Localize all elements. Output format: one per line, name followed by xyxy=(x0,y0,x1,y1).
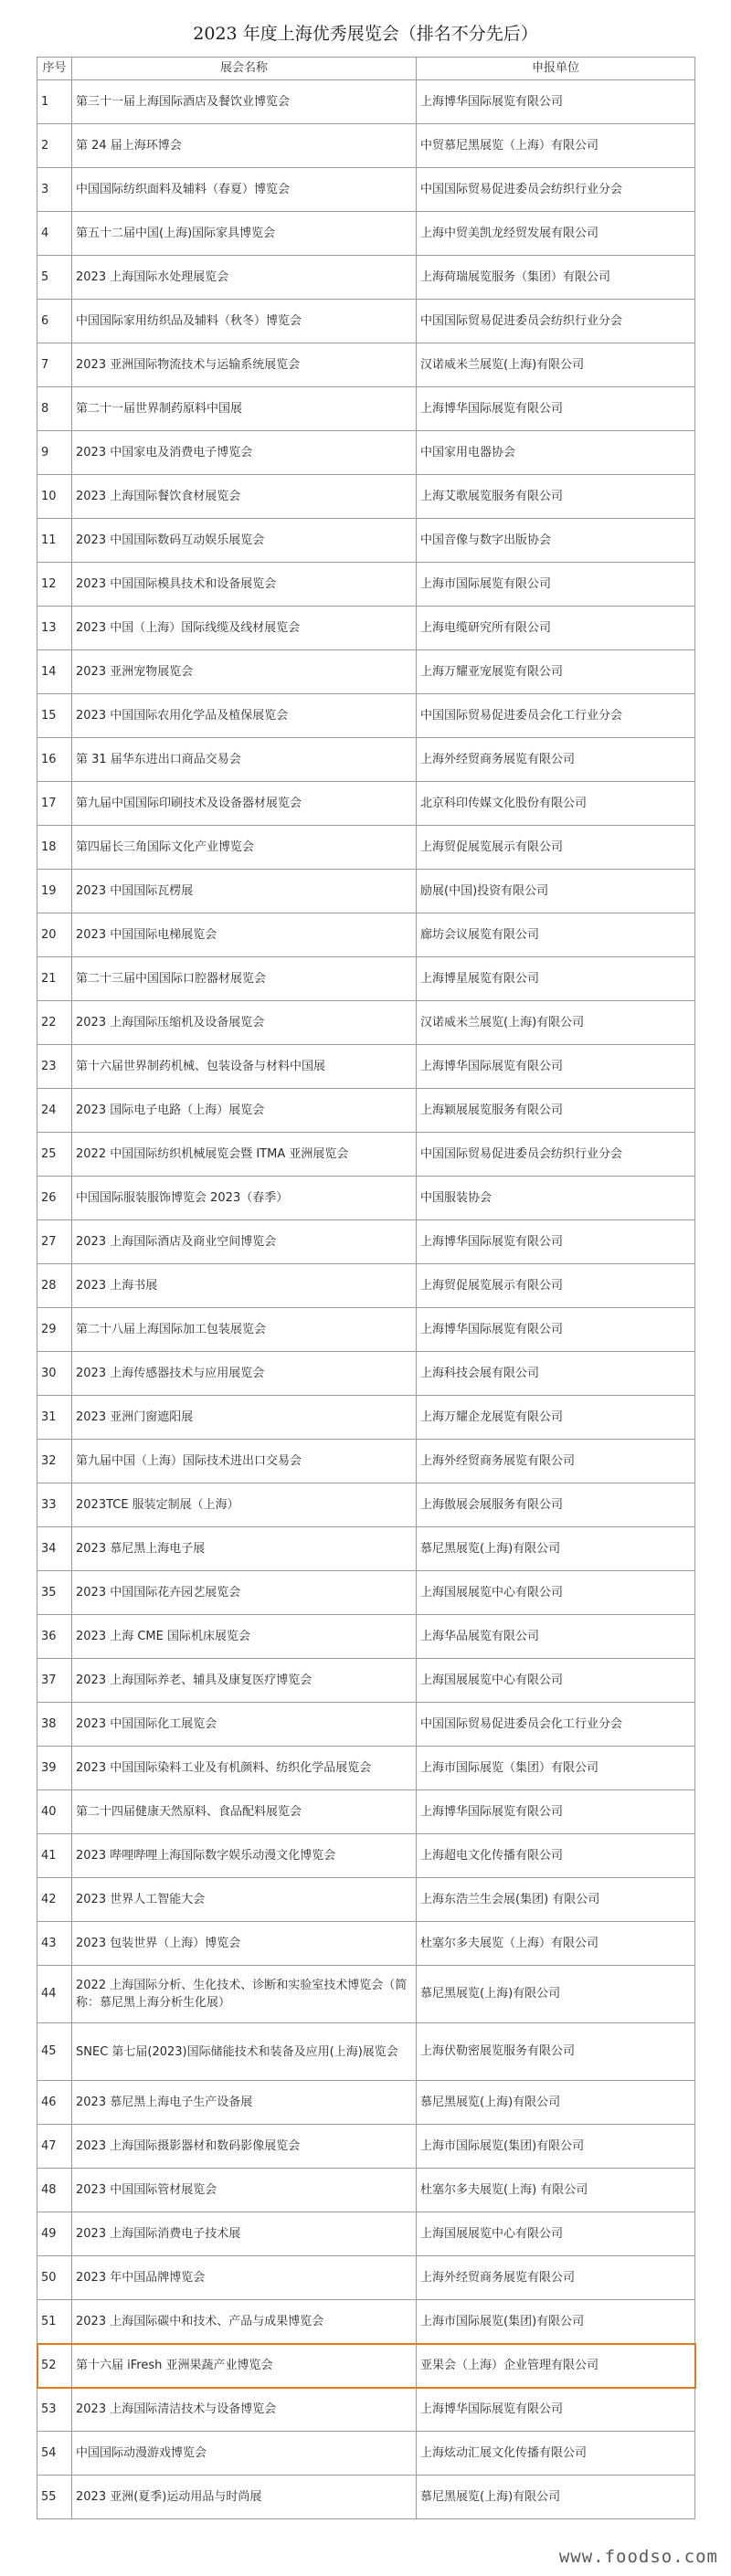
table-row xyxy=(37,2081,695,2125)
row-number: 23 xyxy=(37,1045,72,1089)
organizer: 上海国展展览中心有限公司 xyxy=(417,1571,695,1615)
exhibition-name: 2023 世界人工智能大会 xyxy=(72,1878,417,1922)
exhibition-name: 2023 上海书展 xyxy=(72,1264,417,1308)
row-number: 15 xyxy=(37,694,72,738)
table-row xyxy=(37,1308,695,1352)
exhibition-name: 第五十二届中国(上海)国际家具博览会 xyxy=(72,212,417,256)
exhibition-name: 中国国际服装服饰博览会 2023（春季） xyxy=(72,1177,417,1220)
organizer: 上海博华国际展览有限公司 xyxy=(417,1220,695,1264)
row-number: 7 xyxy=(37,343,72,387)
row-number: 20 xyxy=(37,913,72,957)
exhibition-name: 2023 上海国际餐饮食材展览会 xyxy=(72,475,417,519)
row-number: 25 xyxy=(37,1133,72,1177)
table-row xyxy=(37,1133,695,1177)
exhibition-name: 2023 亚洲宠物展览会 xyxy=(72,650,417,694)
table-row xyxy=(37,300,695,343)
exhibition-name: 2023 中国（上海）国际线缆及线材展览会 xyxy=(72,607,417,650)
exhibition-name: 2022 中国国际纺织机械展览会暨 ITMA 亚洲展览会 xyxy=(72,1133,417,1177)
row-number: 50 xyxy=(37,2256,72,2300)
table-row xyxy=(37,870,695,913)
row-number: 32 xyxy=(37,1440,72,1483)
organizer: 上海博华国际展览有限公司 xyxy=(417,80,695,124)
exhibition-name: 2023 中国国际电梯展览会 xyxy=(72,913,417,957)
organizer: 上海国展展览中心有限公司 xyxy=(417,2212,695,2256)
organizer: 中国国际贸易促进委员会纺织行业分会 xyxy=(417,300,695,343)
exhibition-name: 2023 上海 CME 国际机床展览会 xyxy=(72,1615,417,1659)
exhibition-name: 第四届长三角国际文化产业博览会 xyxy=(72,826,417,870)
row-number: 43 xyxy=(37,1922,72,1966)
exhibition-name: 2023 国际电子电路（上海）展览会 xyxy=(72,1089,417,1133)
table-row xyxy=(37,1483,695,1527)
organizer: 上海博华国际展览有限公司 xyxy=(417,387,695,431)
table-row xyxy=(37,387,695,431)
row-number: 13 xyxy=(37,607,72,650)
row-number: 6 xyxy=(37,300,72,343)
table-row xyxy=(37,2023,695,2081)
table-row xyxy=(37,913,695,957)
table-row xyxy=(37,650,695,694)
organizer: 上海电缆研究所有限公司 xyxy=(417,607,695,650)
organizer: 汉诺威米兰展览(上海)有限公司 xyxy=(417,343,695,387)
table-row xyxy=(37,256,695,300)
exhibition-name: 2023 中国国际化工展览会 xyxy=(72,1703,417,1747)
page-title: 2023 年度上海优秀展览会（排名不分先后） xyxy=(193,24,538,44)
table-row xyxy=(37,431,695,475)
organizer: 慕尼黑展览(上海)有限公司 xyxy=(417,1966,695,2023)
table-row xyxy=(37,2388,695,2432)
row-number: 44 xyxy=(37,1966,72,2023)
table-row xyxy=(37,1352,695,1396)
row-number: 41 xyxy=(37,1834,72,1878)
table-row xyxy=(37,2125,695,2169)
table-row xyxy=(37,738,695,782)
organizer: 上海市国际展览(集团)有限公司 xyxy=(417,2125,695,2169)
row-number: 29 xyxy=(37,1308,72,1352)
watermark: www.foodso.com xyxy=(558,2547,718,2567)
exhibition-name: 第二十四届健康天然原料、食品配料展览会 xyxy=(72,1790,417,1834)
organizer: 中国国际贸易促进委员会纺织行业分会 xyxy=(417,1133,695,1177)
row-number: 38 xyxy=(37,1703,72,1747)
exhibition-name: 2023TCE 服装定制展（上海） xyxy=(72,1483,417,1527)
organizer: 上海万耀亚宠展览有限公司 xyxy=(417,650,695,694)
row-number: 48 xyxy=(37,2169,72,2212)
exhibition-name: 第三十一届上海国际酒店及餐饮业博览会 xyxy=(72,80,417,124)
table-row xyxy=(37,607,695,650)
row-number: 49 xyxy=(37,2212,72,2256)
exhibition-name: 2023 慕尼黑上海电子生产设备展 xyxy=(72,2081,417,2125)
table-row xyxy=(37,80,695,124)
table-row xyxy=(37,343,695,387)
table-row xyxy=(37,1659,695,1703)
exhibition-name: 第十六届世界制药机械、包装设备与材料中国展 xyxy=(72,1045,417,1089)
organizer: 上海傲展会展服务有限公司 xyxy=(417,1483,695,1527)
organizer: 上海华品展览有限公司 xyxy=(417,1615,695,1659)
row-number: 10 xyxy=(37,475,72,519)
organizer: 北京科印传媒文化股份有限公司 xyxy=(417,782,695,826)
exhibition-name: 中国国际纺织面料及辅料（春夏）博览会 xyxy=(72,168,417,212)
organizer: 上海博星展览有限公司 xyxy=(417,957,695,1001)
table-row xyxy=(37,1922,695,1966)
table-row xyxy=(37,1747,695,1790)
header-no: 序号 xyxy=(37,58,72,80)
organizer: 上海博华国际展览有限公司 xyxy=(417,2388,695,2432)
organizer: 上海国展展览中心有限公司 xyxy=(417,1659,695,1703)
header-name: 展会名称 xyxy=(72,58,417,80)
organizer: 中国服装协会 xyxy=(417,1177,695,1220)
organizer: 上海超电文化传播有限公司 xyxy=(417,1834,695,1878)
row-number: 4 xyxy=(37,212,72,256)
exhibition-name: 第二十一届世界制药原料中国展 xyxy=(72,387,417,431)
row-number: 12 xyxy=(37,563,72,607)
exhibition-name: 2023 年中国品牌博览会 xyxy=(72,2256,417,2300)
exhibition-name: 2023 中国国际瓦楞展 xyxy=(72,870,417,913)
organizer: 上海艾歌展览服务有限公司 xyxy=(417,475,695,519)
exhibition-name: 第九届中国国际印刷技术及设备器材展览会 xyxy=(72,782,417,826)
table-header-row xyxy=(37,58,695,80)
organizer: 上海外经贸商务展览有限公司 xyxy=(417,738,695,782)
exhibition-name: 2023 中国国际染料工业及有机颜料、纺织化学品展览会 xyxy=(72,1747,417,1790)
row-number: 46 xyxy=(37,2081,72,2125)
exhibition-name: 2023 上海国际养老、辅具及康复医疗博览会 xyxy=(72,1659,417,1703)
organizer: 慕尼黑展览(上海)有限公司 xyxy=(417,2081,695,2125)
exhibition-name: 第九届中国（上海）国际技术进出口交易会 xyxy=(72,1440,417,1483)
organizer: 上海市国际展览有限公司 xyxy=(417,563,695,607)
row-number: 52 xyxy=(37,2344,72,2388)
table-row xyxy=(37,2344,695,2388)
table-row xyxy=(37,212,695,256)
organizer: 上海市国际展览（集团）有限公司 xyxy=(417,1747,695,1790)
exhibition-name: 2023 中国国际花卉园艺展览会 xyxy=(72,1571,417,1615)
exhibition-name: 第 31 届华东进出口商品交易会 xyxy=(72,738,417,782)
table-row xyxy=(37,1615,695,1659)
organizer: 上海颖展展览服务有限公司 xyxy=(417,1089,695,1133)
table-row xyxy=(37,1045,695,1089)
row-number: 34 xyxy=(37,1527,72,1571)
table-row xyxy=(37,1001,695,1045)
organizer: 上海荷瑞展览服务（集团）有限公司 xyxy=(417,256,695,300)
exhibition-name: 2023 中国家电及消费电子博览会 xyxy=(72,431,417,475)
row-number: 28 xyxy=(37,1264,72,1308)
organizer: 上海科技会展有限公司 xyxy=(417,1352,695,1396)
exhibition-name: 2023 亚洲国际物流技术与运输系统展览会 xyxy=(72,343,417,387)
row-number: 3 xyxy=(37,168,72,212)
table-row xyxy=(37,1703,695,1747)
row-number: 16 xyxy=(37,738,72,782)
table-row xyxy=(37,782,695,826)
organizer: 中国家用电器协会 xyxy=(417,431,695,475)
organizer: 廊坊会议展览有限公司 xyxy=(417,913,695,957)
organizer: 中国国际贸易促进委员会化工行业分会 xyxy=(417,694,695,738)
organizer: 励展(中国)投资有限公司 xyxy=(417,870,695,913)
row-number: 31 xyxy=(37,1396,72,1440)
organizer: 上海博华国际展览有限公司 xyxy=(417,1790,695,1834)
row-number: 53 xyxy=(37,2388,72,2432)
organizer: 上海外经贸商务展览有限公司 xyxy=(417,2256,695,2300)
table-row xyxy=(37,1177,695,1220)
table-row xyxy=(37,2300,695,2344)
organizer: 慕尼黑展览(上海)有限公司 xyxy=(417,2476,695,2519)
row-number: 14 xyxy=(37,650,72,694)
exhibition-name: 2023 上海国际酒店及商业空间博览会 xyxy=(72,1220,417,1264)
header-org: 申报单位 xyxy=(417,58,695,80)
organizer: 上海贸促展览展示有限公司 xyxy=(417,1264,695,1308)
row-number: 40 xyxy=(37,1790,72,1834)
row-number: 37 xyxy=(37,1659,72,1703)
row-number: 8 xyxy=(37,387,72,431)
row-number: 17 xyxy=(37,782,72,826)
organizer: 上海万耀企龙展览有限公司 xyxy=(417,1396,695,1440)
table-row xyxy=(37,519,695,563)
table-row xyxy=(37,475,695,519)
table-row xyxy=(37,1089,695,1133)
organizer: 中国音像与数字出版协会 xyxy=(417,519,695,563)
exhibition-name: 2023 亚洲(夏季)运动用品与时尚展 xyxy=(72,2476,417,2519)
table-row xyxy=(37,1440,695,1483)
organizer: 上海炫动汇展文化传播有限公司 xyxy=(417,2432,695,2476)
row-number: 33 xyxy=(37,1483,72,1527)
exhibition-name: 第 24 届上海环博会 xyxy=(72,124,417,168)
row-number: 5 xyxy=(37,256,72,300)
table-row xyxy=(37,957,695,1001)
exhibition-name: 2022 上海国际分析、生化技术、诊断和实验室技术博览会（简称：慕尼黑上海分析生化展） xyxy=(72,1966,417,2023)
exhibition-name: 第十六届 iFresh 亚洲果蔬产业博览会 xyxy=(72,2344,417,2388)
organizer: 汉诺威米兰展览(上海)有限公司 xyxy=(417,1001,695,1045)
row-number: 39 xyxy=(37,1747,72,1790)
table-row xyxy=(37,2212,695,2256)
table-row xyxy=(37,1966,695,2023)
exhibition-name: SNEC 第七届(2023)国际储能技术和装备及应用(上海)展览会 xyxy=(72,2023,417,2081)
exhibition-name: 中国国际家用纺织品及辅料（秋冬）博览会 xyxy=(72,300,417,343)
organizer: 上海伏勒密展览服务有限公司 xyxy=(417,2023,695,2081)
organizer: 亚果会（上海）企业管理有限公司 xyxy=(417,2344,695,2388)
table-row xyxy=(37,168,695,212)
table-row xyxy=(37,2169,695,2212)
organizer: 上海东浩兰生会展(集团) 有限公司 xyxy=(417,1878,695,1922)
organizer: 杜塞尔多夫展览（上海）有限公司 xyxy=(417,1922,695,1966)
organizer: 上海外经贸商务展览有限公司 xyxy=(417,1440,695,1483)
exhibition-name: 2023 上海国际碳中和技术、产品与成果博览会 xyxy=(72,2300,417,2344)
exhibition-name: 中国国际动漫游戏博览会 xyxy=(72,2432,417,2476)
exhibition-name: 2023 中国国际数码互动娱乐展览会 xyxy=(72,519,417,563)
table-row xyxy=(37,1527,695,1571)
row-number: 1 xyxy=(37,80,72,124)
table-row xyxy=(37,2432,695,2476)
row-number: 51 xyxy=(37,2300,72,2344)
organizer: 慕尼黑展览(上海)有限公司 xyxy=(417,1527,695,1571)
row-number: 11 xyxy=(37,519,72,563)
row-number: 35 xyxy=(37,1571,72,1615)
exhibition-name: 第二十八届上海国际加工包装展览会 xyxy=(72,1308,417,1352)
row-number: 9 xyxy=(37,431,72,475)
organizer: 中国国际贸易促进委员会化工行业分会 xyxy=(417,1703,695,1747)
row-number: 27 xyxy=(37,1220,72,1264)
table-row xyxy=(37,2476,695,2519)
organizer: 中国国际贸易促进委员会纺织行业分会 xyxy=(417,168,695,212)
row-number: 55 xyxy=(37,2476,72,2519)
row-number: 54 xyxy=(37,2432,72,2476)
row-number: 42 xyxy=(37,1878,72,1922)
row-number: 30 xyxy=(37,1352,72,1396)
row-number: 45 xyxy=(37,2023,72,2081)
organizer: 杜塞尔多夫展览(上海) 有限公司 xyxy=(417,2169,695,2212)
exhibition-name: 2023 哔哩哔哩上海国际数字娱乐动漫文化博览会 xyxy=(72,1834,417,1878)
row-number: 21 xyxy=(37,957,72,1001)
table-row xyxy=(37,1790,695,1834)
table-row xyxy=(37,826,695,870)
exhibition-name: 2023 上海国际清洁技术与设备博览会 xyxy=(72,2388,417,2432)
exhibition-name: 2023 上海国际压缩机及设备展览会 xyxy=(72,1001,417,1045)
exhibition-name: 2023 上海国际摄影器材和数码影像展览会 xyxy=(72,2125,417,2169)
table-row xyxy=(37,1264,695,1308)
exhibition-name: 2023 中国国际模具技术和设备展览会 xyxy=(72,563,417,607)
exhibition-name: 2023 亚洲门窗遮阳展 xyxy=(72,1396,417,1440)
row-number: 2 xyxy=(37,124,72,168)
table-row xyxy=(37,2256,695,2300)
exhibition-name: 2023 中国国际农用化学品及植保展览会 xyxy=(72,694,417,738)
row-number: 22 xyxy=(37,1001,72,1045)
exhibition-table xyxy=(37,57,695,2519)
exhibition-name: 2023 慕尼黑上海电子展 xyxy=(72,1527,417,1571)
row-number: 24 xyxy=(37,1089,72,1133)
organizer: 中贸慕尼黑展览（上海）有限公司 xyxy=(417,124,695,168)
exhibition-name: 2023 上海传感器技术与应用展览会 xyxy=(72,1352,417,1396)
exhibition-name: 2023 上海国际消费电子技术展 xyxy=(72,2212,417,2256)
table-row xyxy=(37,1220,695,1264)
row-number: 18 xyxy=(37,826,72,870)
exhibition-name: 第二十三届中国国际口腔器材展览会 xyxy=(72,957,417,1001)
organizer: 上海博华国际展览有限公司 xyxy=(417,1045,695,1089)
organizer: 上海市国际展览(集团)有限公司 xyxy=(417,2300,695,2344)
exhibition-name: 2023 包装世界（上海）博览会 xyxy=(72,1922,417,1966)
organizer: 上海博华国际展览有限公司 xyxy=(417,1308,695,1352)
exhibition-name: 2023 上海国际水处理展览会 xyxy=(72,256,417,300)
table-row xyxy=(37,563,695,607)
table-row xyxy=(37,1396,695,1440)
table-row xyxy=(37,1878,695,1922)
row-number: 26 xyxy=(37,1177,72,1220)
row-number: 19 xyxy=(37,870,72,913)
organizer: 上海中贸美凯龙经贸发展有限公司 xyxy=(417,212,695,256)
table-row xyxy=(37,694,695,738)
table-row xyxy=(37,124,695,168)
organizer: 上海贸促展览展示有限公司 xyxy=(417,826,695,870)
table-row xyxy=(37,1834,695,1878)
row-number: 36 xyxy=(37,1615,72,1659)
table-row xyxy=(37,1571,695,1615)
exhibition-name: 2023 中国国际管材展览会 xyxy=(72,2169,417,2212)
row-number: 47 xyxy=(37,2125,72,2169)
